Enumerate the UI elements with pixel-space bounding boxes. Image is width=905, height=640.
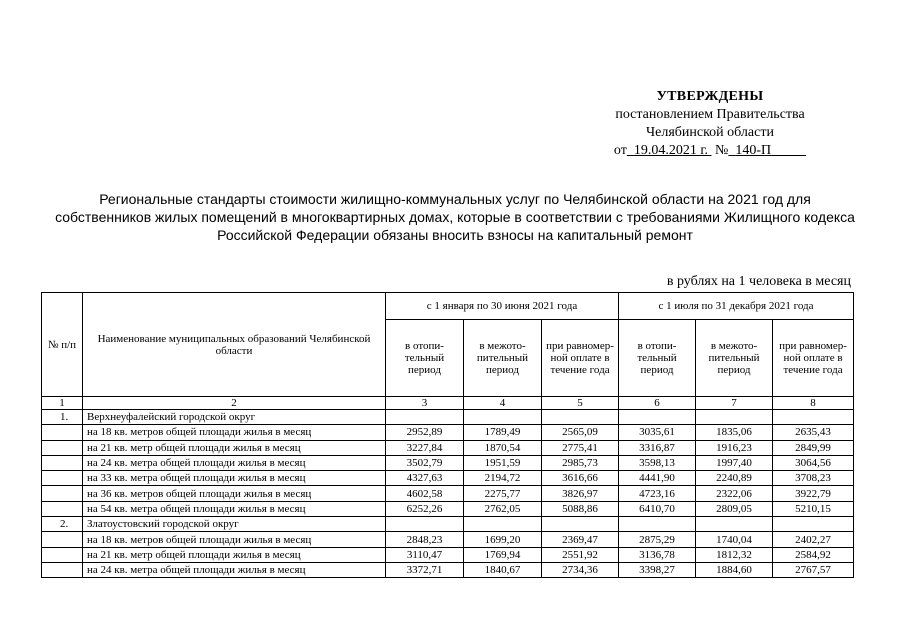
value-cell: 2240,89 <box>696 471 773 486</box>
value-cell: 1884,60 <box>696 562 773 577</box>
table-row <box>42 562 854 577</box>
table-row <box>42 547 854 562</box>
value-cell: 2584,92 <box>773 547 854 562</box>
value-cell: 2809,05 <box>696 501 773 516</box>
header-period-1: с 1 января по 30 июня 2021 года <box>386 293 619 320</box>
col-number: 7 <box>696 397 773 410</box>
row-name: на 24 кв. метра общей площади жилья в месяц <box>83 562 386 577</box>
col-number: 3 <box>386 397 464 410</box>
header-name: Наименование муниципальных образований Челябинской области <box>83 293 386 397</box>
header-interheating-1: в межото-пительный период <box>464 320 542 397</box>
col-number: 1 <box>42 397 83 410</box>
table-row <box>42 486 854 501</box>
value-cell: 3064,56 <box>773 455 854 470</box>
value-cell: 2565,09 <box>542 425 619 440</box>
value-cell: 1840,67 <box>464 562 542 577</box>
value-cell: 2848,23 <box>386 532 464 547</box>
value-cell: 5210,15 <box>773 501 854 516</box>
value-cell: 2635,43 <box>773 425 854 440</box>
value-cell: 3136,78 <box>619 547 696 562</box>
row-name: на 54 кв. метра общей площади жилья в месяц <box>83 501 386 516</box>
value-cell: 2775,41 <box>542 440 619 455</box>
value-cell: 2762,05 <box>464 501 542 516</box>
value-cell: 3110,47 <box>386 547 464 562</box>
col-number: 4 <box>464 397 542 410</box>
value-cell: 1699,20 <box>464 532 542 547</box>
row-name: на 24 кв. метра общей площади жилья в месяц <box>83 455 386 470</box>
approval-block <box>560 88 860 160</box>
row-name: на 18 кв. метров общей площади жилья в месяц <box>83 425 386 440</box>
value-cell: 1951,59 <box>464 455 542 470</box>
value-cell: 2551,92 <box>542 547 619 562</box>
value-cell: 2402,27 <box>773 532 854 547</box>
approval-number: 140-П <box>735 143 772 158</box>
group-name: Златоустовский городской округ <box>83 517 386 532</box>
row-name: на 18 кв. метров общей площади жилья в месяц <box>83 532 386 547</box>
value-cell: 1769,94 <box>464 547 542 562</box>
col-number: 2 <box>83 397 386 410</box>
col-number: 8 <box>773 397 854 410</box>
table-row <box>42 471 854 486</box>
value-cell: 2322,06 <box>696 486 773 501</box>
group-name: Верхнеуфалейский городской округ <box>83 410 386 425</box>
value-cell: 1740,04 <box>696 532 773 547</box>
table-row <box>42 425 854 440</box>
approval-date: 19.04.2021 г. <box>633 143 708 158</box>
table-row <box>42 440 854 455</box>
group-row <box>42 410 854 425</box>
value-cell: 3598,13 <box>619 455 696 470</box>
header-no: № п/п <box>42 293 83 397</box>
value-cell: 1997,40 <box>696 455 773 470</box>
standards-table <box>41 292 854 578</box>
number-prefix: № <box>714 143 729 158</box>
value-cell: 3616,66 <box>542 471 619 486</box>
value-cell: 3227,84 <box>386 440 464 455</box>
row-name: на 21 кв. метр общей площади жилья в месяц <box>83 547 386 562</box>
approval-date-line <box>560 142 860 160</box>
value-cell: 3502,79 <box>386 455 464 470</box>
value-cell: 3398,27 <box>619 562 696 577</box>
header-uniform-2: при равномер-ной оплате в течение года <box>773 320 854 397</box>
table-row <box>42 532 854 547</box>
group-number: 2. <box>42 517 83 532</box>
value-cell: 1812,32 <box>696 547 773 562</box>
value-cell: 2275,77 <box>464 486 542 501</box>
value-cell: 3035,61 <box>619 425 696 440</box>
row-name: на 21 кв. метр общей площади жилья в месяц <box>83 440 386 455</box>
approval-line-2: постановлением Правительства <box>615 107 805 122</box>
col-number: 6 <box>619 397 696 410</box>
date-prefix: от <box>613 143 627 158</box>
row-name: на 36 кв. метров общей площади жилья в месяц <box>83 486 386 501</box>
header-heating-1: в отопи-тельный период <box>386 320 464 397</box>
approval-heading: УТВЕРЖДЕНЫ <box>656 89 764 104</box>
value-cell: 4327,63 <box>386 471 464 486</box>
value-cell: 1789,49 <box>464 425 542 440</box>
document-title: Региональные стандарты стоимости жилищно-коммунальных услуг по Челябинской области на 2021 год для собственников жилых помещений в многоквартирных домах, которые в соответствии с требованиями Жилищного кодекса Российской Федерации обязаны вносить взносы на капитальный ремонт <box>55 191 855 243</box>
value-cell: 4723,16 <box>619 486 696 501</box>
group-number: 1. <box>42 410 83 425</box>
value-cell: 2767,57 <box>773 562 854 577</box>
value-cell: 6252,26 <box>386 501 464 516</box>
approval-line-3: Челябинской области <box>646 125 774 140</box>
value-cell: 6410,70 <box>619 501 696 516</box>
header-uniform-1: при равномер-ной оплате в течение года <box>542 320 619 397</box>
header-interheating-2: в межото-пительный период <box>696 320 773 397</box>
value-cell: 3922,79 <box>773 486 854 501</box>
value-cell: 4441,90 <box>619 471 696 486</box>
value-cell: 2985,73 <box>542 455 619 470</box>
col-number: 5 <box>542 397 619 410</box>
units-note: в рублях на 1 человека в месяц <box>666 274 851 289</box>
header-period-2: с 1 июля по 31 декабря 2021 года <box>619 293 854 320</box>
group-row <box>42 517 854 532</box>
value-cell: 3372,71 <box>386 562 464 577</box>
value-cell: 3826,97 <box>542 486 619 501</box>
value-cell: 4602,58 <box>386 486 464 501</box>
value-cell: 2194,72 <box>464 471 542 486</box>
value-cell: 2734,36 <box>542 562 619 577</box>
table-row <box>42 501 854 516</box>
table-row <box>42 455 854 470</box>
value-cell: 1916,23 <box>696 440 773 455</box>
value-cell: 3708,23 <box>773 471 854 486</box>
value-cell: 2952,89 <box>386 425 464 440</box>
value-cell: 3316,87 <box>619 440 696 455</box>
value-cell: 1870,54 <box>464 440 542 455</box>
value-cell: 1835,06 <box>696 425 773 440</box>
value-cell: 2369,47 <box>542 532 619 547</box>
value-cell: 2875,29 <box>619 532 696 547</box>
value-cell: 5088,86 <box>542 501 619 516</box>
value-cell: 2849,99 <box>773 440 854 455</box>
header-heating-2: в отопи-тельный период <box>619 320 696 397</box>
row-name: на 33 кв. метра общей площади жилья в месяц <box>83 471 386 486</box>
